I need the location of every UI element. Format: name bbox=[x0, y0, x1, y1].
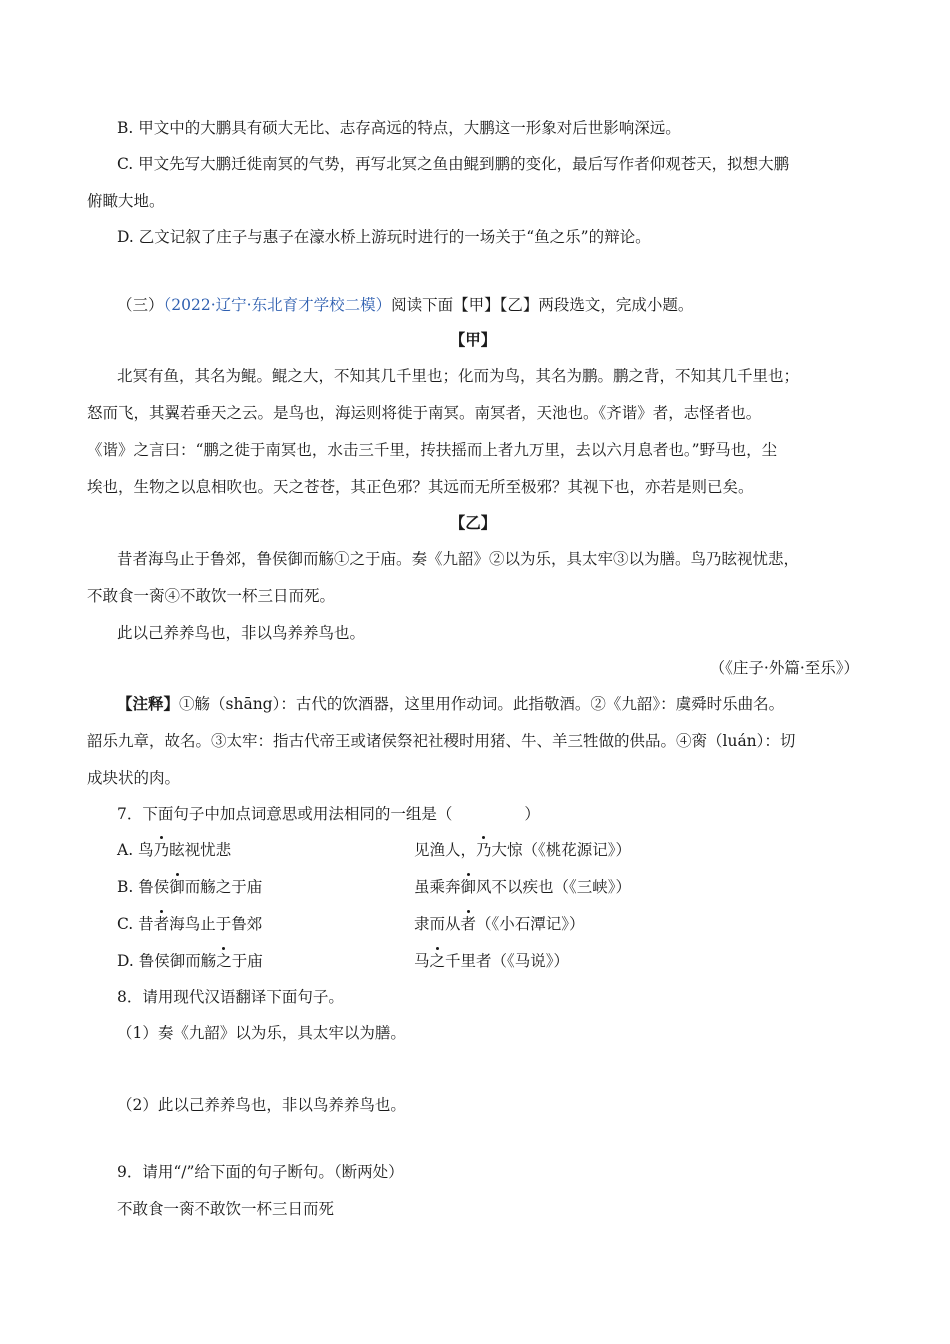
question-7-stem-end: ） bbox=[524, 805, 540, 823]
dotted-char: 者 bbox=[460, 915, 477, 933]
question-9-sentence: 不敢食一脔不敢饮一杯三日而死 bbox=[117, 1200, 335, 1218]
yi-line: 昔者海鸟止于鲁郊，鲁侯御而觞①之于庙。奏《九韶》②以为乐，具太牢③以为膳。鸟乃眩视忧悲， bbox=[117, 550, 800, 568]
option-d-prev: D. 乙文记叙了庄子与惠子在濠水桥上游玩时进行的一场关于“鱼之乐”的辩论。 bbox=[117, 228, 651, 246]
dotted-char: 者 bbox=[153, 915, 170, 933]
jia-line: 怒而飞，其翼若垂天之云。是鸟也，海运则将徙于南冥。南冥者，天池也。《齐谐》者，志怪者也。 bbox=[87, 404, 762, 422]
option-b-right: 虽乘奔御风不以疾也（《三峡》） bbox=[414, 878, 632, 896]
dotted-char: 乃 bbox=[153, 841, 170, 859]
question-8-stem: 8．请用现代汉语翻译下面句子。 bbox=[117, 988, 344, 1006]
jia-line: 《谐》之言曰：“鹏之徙于南冥也，水击三千里，抟扶摇而上者九万里，去以六月息者也。”野马也，尘 bbox=[87, 441, 778, 459]
yi-source: （《庄子·外篇·至乐》） bbox=[709, 659, 859, 677]
section-number: （三） bbox=[117, 296, 164, 314]
dotted-char: 御 bbox=[169, 878, 185, 896]
section-instruction: 阅读下面【甲】【乙】两段选文，完成小题。 bbox=[391, 296, 694, 314]
option-b-left: B. 鲁侯御而觞之于庙 bbox=[117, 878, 263, 896]
option-c-left: C. 昔者海鸟止于鲁郊 bbox=[117, 915, 263, 933]
notes-line2: 韶乐九章，故名。③太牢：指古代帝王或诸侯祭祀社稷时用猪、牛、羊三牲做的供品。④脔（luán）：切 bbox=[87, 732, 796, 750]
option-c-prev-line1: C. 甲文先写大鹏迁徙南冥的气势，再写北冥之鱼由鲲到鹏的变化，最后写作者仰观苍天，拟想大鹏 bbox=[117, 155, 790, 173]
yi-line: 不敢食一脔④不敢饮一杯三日而死。 bbox=[87, 587, 336, 605]
dotted-char: 之 bbox=[429, 952, 446, 970]
option-c-right: 隶而从者（《小石潭记》） bbox=[414, 915, 585, 933]
option-a-left: A. 鸟乃眩视忧悲 bbox=[117, 841, 232, 859]
question-9-stem: 9．请用“/”给下面的句子断句。（断两处） bbox=[117, 1163, 404, 1181]
notes-text: ①觞（shāng）：古代的饮酒器，这里用作动词。此指敬酒。②《九韶》：虞舜时乐曲名。 bbox=[179, 695, 785, 713]
notes-label: 【注释】 bbox=[117, 694, 180, 713]
dotted-char: 之 bbox=[216, 952, 232, 970]
jia-line: 北冥有鱼，其名为鲲。鲲之大，不知其几千里也；化而为鸟，其名为鹏。鹏之背，不知其几千里也； bbox=[117, 367, 800, 385]
dotted-char: 御 bbox=[460, 878, 477, 896]
option-c-prev-line2: 俯瞰大地。 bbox=[87, 192, 165, 210]
notes-line1 bbox=[117, 693, 784, 715]
question-7-stem bbox=[117, 803, 540, 825]
section-source-link[interactable]: （2022·辽宁·东北育才学校二模） bbox=[163, 296, 392, 314]
yi-title: 【乙】 bbox=[449, 513, 497, 532]
option-a-right: 见渔人，乃大惊（《桃花源记》） bbox=[414, 841, 632, 859]
notes-line3: 成块状的肉。 bbox=[87, 769, 181, 787]
section-heading bbox=[117, 294, 693, 316]
question-7-text: 7．下面句子中加点词意思或用法相同的一组是（ bbox=[117, 805, 453, 823]
yi-line: 此以己养养鸟也，非以鸟养养鸟也。 bbox=[117, 624, 366, 642]
question-8-item2: （2）此以己养养鸟也，非以鸟养养鸟也。 bbox=[117, 1096, 406, 1114]
option-d-left: D. 鲁侯御而觞之于庙 bbox=[117, 952, 263, 970]
option-b-prev: B. 甲文中的大鹏具有硕大无比、志存高远的特点，大鹏这一形象对后世影响深远。 bbox=[117, 119, 681, 137]
dotted-char: 乃 bbox=[476, 841, 492, 859]
jia-line: 埃也，生物之以息相吹也。天之苍苍，其正色邪？其远而无所至极邪？其视下也，亦若是则已矣。 bbox=[87, 478, 754, 496]
jia-title: 【甲】 bbox=[449, 330, 497, 349]
option-d-right: 马之千里者（《马说》） bbox=[414, 952, 570, 970]
question-8-item1: （1）奏《九韶》以为乐，具太牢以为膳。 bbox=[117, 1024, 406, 1042]
